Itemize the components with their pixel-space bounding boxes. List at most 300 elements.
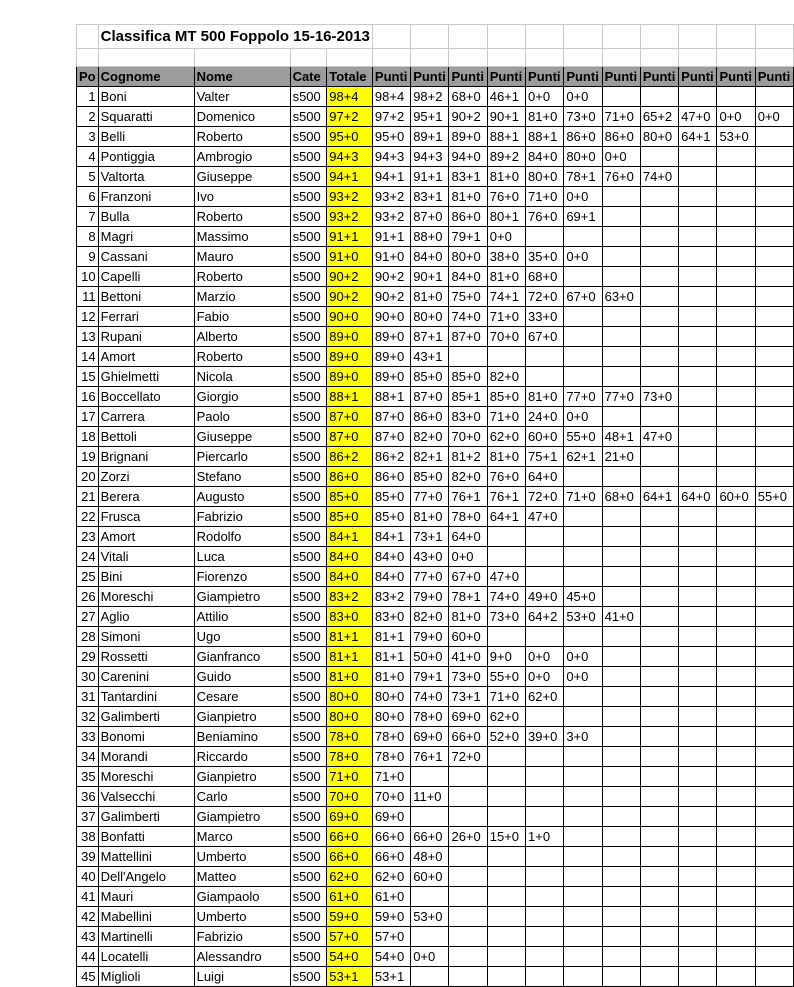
cell-punti[interactable]: 74+0 [487, 587, 525, 607]
cell-cognome[interactable]: Galimberti [98, 807, 194, 827]
cell-punti[interactable] [564, 967, 602, 987]
cell-nome[interactable]: Ambrogio [194, 147, 290, 167]
cell-punti[interactable]: 82+0 [487, 367, 525, 387]
cell-punti[interactable] [487, 907, 525, 927]
cell-punti[interactable] [717, 967, 755, 987]
cell-cat[interactable]: s500 [290, 507, 327, 527]
cell-punti[interactable]: 0+0 [564, 247, 602, 267]
cell-punti[interactable] [717, 807, 755, 827]
cell-punti[interactable]: 76+0 [602, 167, 640, 187]
cell-punti[interactable] [449, 887, 487, 907]
cell-punti[interactable] [487, 807, 525, 827]
cell-punti[interactable]: 73+1 [411, 527, 449, 547]
cell[interactable] [411, 49, 449, 67]
cell-punti[interactable] [755, 127, 793, 147]
cell-pos[interactable]: 1 [77, 87, 99, 107]
cell-punti[interactable]: 76+0 [487, 187, 525, 207]
cell-punti[interactable] [679, 867, 717, 887]
cell-punti[interactable] [640, 847, 678, 867]
cell-nome[interactable]: Fabrizio [194, 927, 290, 947]
cell-punti[interactable]: 26+0 [449, 827, 487, 847]
cell-punti[interactable]: 46+1 [487, 87, 525, 107]
cell-punti[interactable] [602, 307, 640, 327]
cell-punti[interactable] [679, 787, 717, 807]
cell-punti[interactable] [602, 507, 640, 527]
cell-cognome[interactable]: Pontiggia [98, 147, 194, 167]
cell-punti[interactable]: 0+0 [564, 647, 602, 667]
cell-punti[interactable]: 68+0 [449, 87, 487, 107]
cell-tot[interactable]: 87+0 [327, 407, 373, 427]
cell-punti[interactable] [717, 447, 755, 467]
cell-punti[interactable] [640, 707, 678, 727]
cell-punti[interactable] [755, 507, 793, 527]
cell-tot[interactable]: 83+0 [327, 607, 373, 627]
cell-pos[interactable]: 22 [77, 507, 99, 527]
cell-punti[interactable]: 62+0 [487, 707, 525, 727]
cell-punti[interactable] [602, 527, 640, 547]
cell-punti[interactable]: 0+0 [602, 147, 640, 167]
cell-nome[interactable]: Giorgio [194, 387, 290, 407]
cell-tot[interactable]: 91+1 [327, 227, 373, 247]
cell-pos[interactable]: 39 [77, 847, 99, 867]
cell-punti[interactable] [640, 407, 678, 427]
cell-punti[interactable]: 67+0 [526, 327, 564, 347]
cell-tot[interactable]: 57+0 [327, 927, 373, 947]
cell-punti[interactable] [526, 787, 564, 807]
cell-cat[interactable]: s500 [290, 207, 327, 227]
cell-cat[interactable]: s500 [290, 787, 327, 807]
cell-tot[interactable]: 93+2 [327, 207, 373, 227]
cell-punti[interactable] [602, 407, 640, 427]
cell-cognome[interactable]: Bonomi [98, 727, 194, 747]
cell-punti[interactable]: 53+0 [564, 607, 602, 627]
cell-cognome[interactable]: Belli [98, 127, 194, 147]
cell-pos[interactable]: 10 [77, 267, 99, 287]
cell-punti[interactable] [449, 967, 487, 987]
cell-punti[interactable]: 88+1 [487, 127, 525, 147]
cell-tot[interactable]: 78+0 [327, 727, 373, 747]
cell-punti[interactable] [640, 627, 678, 647]
cell-punti[interactable] [717, 267, 755, 287]
cell-punti[interactable]: 83+2 [372, 587, 410, 607]
cell-punti[interactable] [755, 727, 793, 747]
cell-punti[interactable] [755, 207, 793, 227]
cell-punti[interactable] [487, 747, 525, 767]
cell-punti[interactable] [640, 807, 678, 827]
cell-punti[interactable] [755, 187, 793, 207]
cell-punti[interactable]: 80+0 [564, 147, 602, 167]
cell-punti[interactable]: 74+0 [449, 307, 487, 327]
cell-punti[interactable]: 47+0 [640, 427, 678, 447]
cell-punti[interactable] [717, 507, 755, 527]
cell-punti[interactable] [755, 887, 793, 907]
cell-punti[interactable] [411, 927, 449, 947]
cell-punti[interactable]: 43+1 [411, 347, 449, 367]
cell[interactable] [487, 25, 525, 49]
cell-punti[interactable] [679, 247, 717, 267]
cell-pos[interactable]: 13 [77, 327, 99, 347]
cell-cat[interactable]: s500 [290, 387, 327, 407]
cell-punti[interactable] [640, 887, 678, 907]
cell-cat[interactable]: s500 [290, 247, 327, 267]
cell-tot[interactable]: 93+2 [327, 187, 373, 207]
cell-punti[interactable] [717, 427, 755, 447]
cell-punti[interactable] [640, 587, 678, 607]
cell[interactable] [487, 49, 525, 67]
cell-tot[interactable]: 80+0 [327, 707, 373, 727]
cell-punti[interactable]: 35+0 [526, 247, 564, 267]
cell-nome[interactable]: Gianpietro [194, 707, 290, 727]
cell-punti[interactable] [411, 807, 449, 827]
cell-punti[interactable]: 81+0 [526, 387, 564, 407]
cell-pos[interactable]: 27 [77, 607, 99, 627]
cell-nome[interactable]: Roberto [194, 347, 290, 367]
cell-punti[interactable]: 79+1 [449, 227, 487, 247]
cell-punti[interactable]: 73+0 [564, 107, 602, 127]
cell-pos[interactable]: 17 [77, 407, 99, 427]
cell-nome[interactable]: Guido [194, 667, 290, 687]
cell-punti[interactable] [602, 587, 640, 607]
cell-punti[interactable] [602, 247, 640, 267]
cell-tot[interactable]: 62+0 [327, 867, 373, 887]
cell-punti[interactable] [640, 607, 678, 627]
cell-punti[interactable]: 84+1 [372, 527, 410, 547]
cell-nome[interactable]: Alberto [194, 327, 290, 347]
cell-punti[interactable] [717, 347, 755, 367]
cell-punti[interactable] [717, 727, 755, 747]
cell-punti[interactable] [564, 627, 602, 647]
cell-punti[interactable]: 88+1 [372, 387, 410, 407]
cell-punti[interactable]: 67+0 [564, 287, 602, 307]
cell-punti[interactable]: 86+0 [449, 207, 487, 227]
cell[interactable] [449, 25, 487, 49]
cell-tot[interactable]: 84+0 [327, 567, 373, 587]
cell[interactable] [602, 49, 640, 67]
cell-nome[interactable]: Carlo [194, 787, 290, 807]
cell[interactable] [679, 49, 717, 67]
cell-punti[interactable] [640, 547, 678, 567]
cell-punti[interactable]: 15+0 [487, 827, 525, 847]
cell-punti[interactable] [717, 627, 755, 647]
cell-cat[interactable]: s500 [290, 127, 327, 147]
cell-nome[interactable]: Augusto [194, 487, 290, 507]
cell-punti[interactable] [755, 967, 793, 987]
cell[interactable] [411, 25, 449, 49]
cell-punti[interactable] [679, 367, 717, 387]
cell-cognome[interactable]: Amort [98, 347, 194, 367]
cell-pos[interactable]: 5 [77, 167, 99, 187]
cell-punti[interactable] [487, 787, 525, 807]
cell-punti[interactable] [526, 707, 564, 727]
cell-punti[interactable]: 64+2 [526, 607, 564, 627]
cell[interactable] [98, 49, 194, 67]
cell-punti[interactable] [679, 907, 717, 927]
cell-punti[interactable]: 89+2 [487, 147, 525, 167]
cell-nome[interactable]: Valter [194, 87, 290, 107]
cell-punti[interactable]: 55+0 [755, 487, 793, 507]
cell-nome[interactable]: Alessandro [194, 947, 290, 967]
cell-punti[interactable]: 64+0 [449, 527, 487, 547]
cell-punti[interactable]: 64+1 [679, 127, 717, 147]
cell-tot[interactable]: 66+0 [327, 827, 373, 847]
cell-punti[interactable] [755, 907, 793, 927]
cell-cognome[interactable]: Boni [98, 87, 194, 107]
cell-pos[interactable]: 43 [77, 927, 99, 947]
cell-cognome[interactable]: Rossetti [98, 647, 194, 667]
cell-punti[interactable]: 71+0 [372, 767, 410, 787]
cell-punti[interactable]: 71+0 [526, 187, 564, 207]
cell-punti[interactable] [487, 547, 525, 567]
cell-punti[interactable]: 74+0 [411, 687, 449, 707]
cell-punti[interactable] [487, 627, 525, 647]
cell-punti[interactable] [602, 787, 640, 807]
cell-punti[interactable]: 86+0 [602, 127, 640, 147]
cell-punti[interactable] [564, 807, 602, 827]
cell-pos[interactable]: 41 [77, 887, 99, 907]
cell-punti[interactable]: 75+0 [449, 287, 487, 307]
cell-punti[interactable]: 69+0 [372, 807, 410, 827]
cell-punti[interactable]: 91+1 [372, 227, 410, 247]
cell-punti[interactable] [717, 867, 755, 887]
cell-nome[interactable]: Giampietro [194, 587, 290, 607]
cell-punti[interactable] [602, 667, 640, 687]
cell-punti[interactable]: 85+0 [487, 387, 525, 407]
cell[interactable] [526, 25, 564, 49]
cell-punti[interactable]: 89+0 [372, 367, 410, 387]
cell-tot[interactable]: 98+4 [327, 87, 373, 107]
cell-punti[interactable]: 66+0 [372, 847, 410, 867]
cell-punti[interactable]: 85+0 [411, 467, 449, 487]
cell-punti[interactable]: 85+0 [372, 487, 410, 507]
cell-pos[interactable]: 21 [77, 487, 99, 507]
cell-punti[interactable] [602, 867, 640, 887]
cell[interactable] [327, 49, 373, 67]
cell-tot[interactable]: 86+2 [327, 447, 373, 467]
cell-punti[interactable] [640, 787, 678, 807]
cell-punti[interactable]: 71+0 [602, 107, 640, 127]
cell-pos[interactable]: 16 [77, 387, 99, 407]
cell-punti[interactable] [717, 307, 755, 327]
cell-punti[interactable] [755, 447, 793, 467]
cell-punti[interactable] [679, 547, 717, 567]
cell-cat[interactable]: s500 [290, 87, 327, 107]
column-header[interactable]: Punti [755, 67, 793, 87]
cell-tot[interactable]: 69+0 [327, 807, 373, 827]
cell-punti[interactable]: 82+0 [411, 427, 449, 447]
cell-punti[interactable]: 81+1 [372, 647, 410, 667]
cell-nome[interactable]: Cesare [194, 687, 290, 707]
column-header[interactable]: Cognome [98, 67, 194, 87]
cell-pos[interactable]: 6 [77, 187, 99, 207]
cell-tot[interactable]: 89+0 [327, 367, 373, 387]
cell-cognome[interactable]: Mattellini [98, 847, 194, 867]
cell-cognome[interactable]: Locatelli [98, 947, 194, 967]
cell-punti[interactable]: 84+0 [411, 247, 449, 267]
cell-punti[interactable]: 68+0 [526, 267, 564, 287]
cell-punti[interactable]: 76+0 [526, 207, 564, 227]
cell-cognome[interactable]: Ferrari [98, 307, 194, 327]
cell-punti[interactable] [755, 527, 793, 547]
cell-cat[interactable]: s500 [290, 707, 327, 727]
cell-punti[interactable] [487, 347, 525, 367]
cell-punti[interactable] [717, 247, 755, 267]
cell-tot[interactable]: 87+0 [327, 427, 373, 447]
cell-punti[interactable] [564, 907, 602, 927]
cell-punti[interactable] [717, 407, 755, 427]
cell-punti[interactable]: 49+0 [526, 587, 564, 607]
cell-punti[interactable]: 75+1 [526, 447, 564, 467]
cell-nome[interactable]: Giuseppe [194, 427, 290, 447]
cell-pos[interactable]: 8 [77, 227, 99, 247]
cell-punti[interactable]: 88+1 [526, 127, 564, 147]
cell-punti[interactable]: 68+0 [602, 487, 640, 507]
cell-cat[interactable]: s500 [290, 807, 327, 827]
cell-punti[interactable] [755, 147, 793, 167]
cell-pos[interactable]: 15 [77, 367, 99, 387]
cell-punti[interactable] [640, 147, 678, 167]
cell-cognome[interactable]: Franzoni [98, 187, 194, 207]
column-header[interactable]: Punti [640, 67, 678, 87]
cell-nome[interactable]: Nicola [194, 367, 290, 387]
cell-punti[interactable] [640, 287, 678, 307]
cell-punti[interactable] [755, 687, 793, 707]
cell-nome[interactable]: Giuseppe [194, 167, 290, 187]
cell-punti[interactable]: 41+0 [602, 607, 640, 627]
cell-nome[interactable]: Paolo [194, 407, 290, 427]
cell[interactable] [372, 25, 410, 49]
cell-nome[interactable]: Umberto [194, 847, 290, 867]
cell-punti[interactable] [487, 927, 525, 947]
cell-punti[interactable]: 69+1 [564, 207, 602, 227]
cell-pos[interactable]: 36 [77, 787, 99, 807]
cell-punti[interactable] [602, 807, 640, 827]
cell-tot[interactable]: 90+0 [327, 307, 373, 327]
cell-punti[interactable]: 0+0 [717, 107, 755, 127]
cell-punti[interactable] [755, 567, 793, 587]
cell-pos[interactable]: 2 [77, 107, 99, 127]
cell-punti[interactable] [679, 847, 717, 867]
cell-cognome[interactable]: Tantardini [98, 687, 194, 707]
cell-cat[interactable]: s500 [290, 347, 327, 367]
cell-punti[interactable]: 82+0 [411, 607, 449, 627]
cell-punti[interactable] [602, 847, 640, 867]
cell-punti[interactable] [564, 887, 602, 907]
cell-punti[interactable] [717, 827, 755, 847]
column-header[interactable]: Punti [487, 67, 525, 87]
cell-punti[interactable]: 62+0 [372, 867, 410, 887]
cell-punti[interactable]: 47+0 [487, 567, 525, 587]
cell-punti[interactable] [755, 627, 793, 647]
cell-cat[interactable]: s500 [290, 687, 327, 707]
cell-punti[interactable]: 69+0 [411, 727, 449, 747]
cell-punti[interactable] [526, 867, 564, 887]
cell-nome[interactable]: Gianpietro [194, 767, 290, 787]
cell-punti[interactable]: 0+0 [526, 87, 564, 107]
cell-pos[interactable]: 40 [77, 867, 99, 887]
cell-punti[interactable]: 66+0 [449, 727, 487, 747]
cell-punti[interactable]: 94+3 [372, 147, 410, 167]
cell-punti[interactable]: 62+0 [487, 427, 525, 447]
cell-pos[interactable]: 32 [77, 707, 99, 727]
cell-nome[interactable]: Stefano [194, 467, 290, 487]
cell-punti[interactable] [679, 307, 717, 327]
cell-punti[interactable] [640, 267, 678, 287]
cell-punti[interactable] [602, 947, 640, 967]
cell-cat[interactable]: s500 [290, 147, 327, 167]
cell-cat[interactable]: s500 [290, 367, 327, 387]
cell-punti[interactable] [679, 747, 717, 767]
cell-punti[interactable]: 67+0 [449, 567, 487, 587]
cell-cat[interactable]: s500 [290, 107, 327, 127]
cell-cognome[interactable]: Martinelli [98, 927, 194, 947]
cell-punti[interactable] [640, 907, 678, 927]
cell-punti[interactable]: 0+0 [564, 87, 602, 107]
cell-punti[interactable]: 53+0 [411, 907, 449, 927]
cell-punti[interactable] [717, 927, 755, 947]
cell-nome[interactable]: Ugo [194, 627, 290, 647]
cell-punti[interactable]: 48+0 [411, 847, 449, 867]
cell-pos[interactable]: 29 [77, 647, 99, 667]
sheet-title[interactable]: Classifica MT 500 Foppolo 15-16-2013 [98, 25, 372, 49]
cell-punti[interactable]: 78+0 [411, 707, 449, 727]
cell-cat[interactable]: s500 [290, 607, 327, 627]
cell-punti[interactable] [679, 687, 717, 707]
cell-punti[interactable] [755, 787, 793, 807]
cell-punti[interactable]: 83+0 [449, 407, 487, 427]
cell-punti[interactable] [564, 707, 602, 727]
cell-punti[interactable] [755, 87, 793, 107]
cell-punti[interactable]: 53+1 [372, 967, 410, 987]
cell-pos[interactable]: 23 [77, 527, 99, 547]
cell-punti[interactable]: 77+0 [564, 387, 602, 407]
cell-punti[interactable]: 81+0 [411, 287, 449, 307]
cell-punti[interactable] [640, 667, 678, 687]
cell-cognome[interactable]: Vitali [98, 547, 194, 567]
cell-punti[interactable] [717, 367, 755, 387]
cell-punti[interactable]: 41+0 [449, 647, 487, 667]
cell-punti[interactable] [755, 867, 793, 887]
cell-punti[interactable] [717, 647, 755, 667]
cell-nome[interactable]: Attilio [194, 607, 290, 627]
cell-punti[interactable] [449, 767, 487, 787]
cell-punti[interactable]: 80+0 [526, 167, 564, 187]
cell-punti[interactable] [679, 527, 717, 547]
cell-punti[interactable] [755, 947, 793, 967]
cell-pos[interactable]: 20 [77, 467, 99, 487]
cell-nome[interactable]: Marco [194, 827, 290, 847]
cell-punti[interactable] [602, 647, 640, 667]
cell-punti[interactable] [755, 407, 793, 427]
cell-punti[interactable]: 60+0 [449, 627, 487, 647]
cell-punti[interactable] [640, 227, 678, 247]
cell-punti[interactable]: 89+1 [411, 127, 449, 147]
cell-punti[interactable] [449, 947, 487, 967]
cell-punti[interactable] [755, 807, 793, 827]
cell-nome[interactable]: Fabrizio [194, 507, 290, 527]
cell-punti[interactable]: 84+0 [526, 147, 564, 167]
cell-punti[interactable] [640, 247, 678, 267]
cell-pos[interactable]: 24 [77, 547, 99, 567]
cell-punti[interactable] [717, 567, 755, 587]
cell-punti[interactable] [755, 587, 793, 607]
cell[interactable] [77, 49, 99, 67]
cell-punti[interactable]: 71+0 [487, 307, 525, 327]
cell-cat[interactable]: s500 [290, 407, 327, 427]
cell-cat[interactable]: s500 [290, 847, 327, 867]
cell-punti[interactable] [679, 807, 717, 827]
cell-punti[interactable] [564, 867, 602, 887]
cell-cognome[interactable]: Bulla [98, 207, 194, 227]
